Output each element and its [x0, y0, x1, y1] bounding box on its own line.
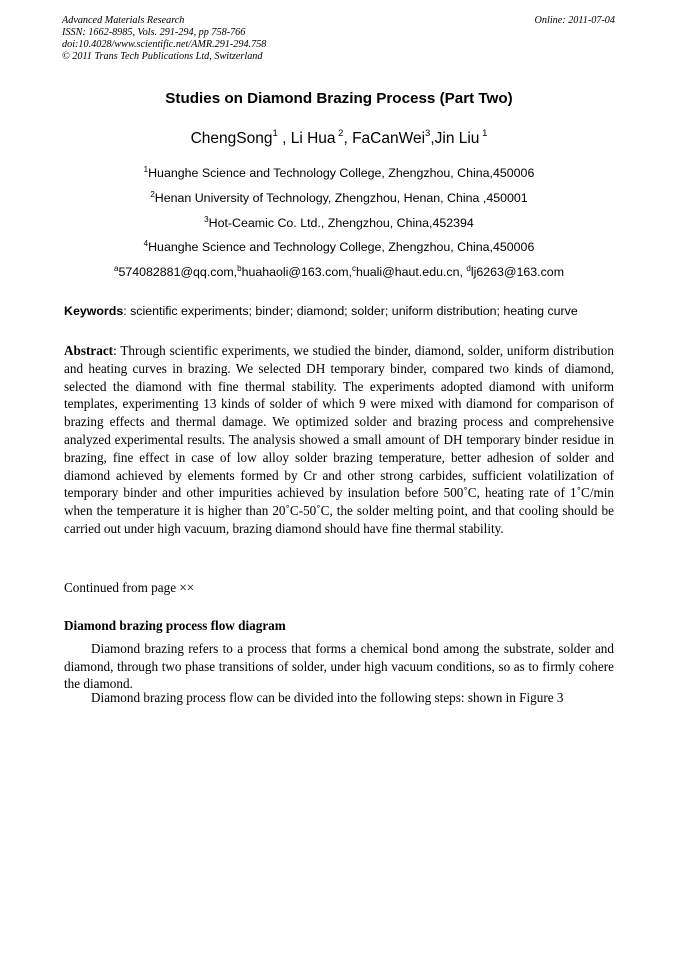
- affiliation-mark: 2: [150, 190, 155, 199]
- author-separator: ,: [277, 130, 291, 147]
- affiliation-4: [0, 240, 678, 254]
- author-list: [0, 130, 678, 148]
- author-affiliation-mark: 3: [425, 128, 431, 139]
- issn-line: ISSN: 1662-8985, Vols. 291-294, pp 758-766: [62, 27, 246, 38]
- author-affiliation-mark: 2: [335, 128, 344, 139]
- paper-title: Studies on Diamond Brazing Process (Part Two): [165, 90, 513, 107]
- author-separator: ,: [430, 130, 435, 147]
- copyright-line: © 2011 Trans Tech Publications Ltd, Switzerland: [62, 51, 263, 62]
- affiliation-text: Henan University of Technology, Zhengzhou, Henan, China ,450001: [154, 191, 528, 205]
- affiliation-text: Huanghe Science and Technology College, Zhengzhou, China,450006: [148, 166, 535, 180]
- keywords: [64, 304, 624, 318]
- affiliation-mark: 4: [143, 239, 149, 248]
- affiliation-2: [0, 191, 678, 205]
- abstract-label: Abstract: [64, 343, 114, 358]
- author-affiliation-mark: 1: [272, 128, 278, 139]
- author-name: ChengSong: [190, 130, 273, 147]
- affiliation-mark: 1: [143, 165, 149, 174]
- email-address[interactable]: huali@haut.edu.cn,: [355, 265, 467, 279]
- affiliation-text: Hot-Ceamic Co. Ltd., Zhengzhou, China,452394: [208, 216, 474, 230]
- affiliation-text: Huanghe Science and Technology College, Zhengzhou, China,450006: [148, 240, 535, 254]
- author-name: Li Hua: [290, 130, 336, 147]
- email-mark: c: [351, 264, 356, 273]
- section-heading: Diamond brazing process flow diagram: [64, 618, 286, 633]
- affiliation-1: [0, 166, 678, 180]
- author-name: Jin Liu: [434, 130, 480, 147]
- keywords-text: : scientific experiments; binder; diamond; solder; uniform distribution; heating curve: [123, 304, 578, 318]
- online-date: Online: 2011-07-04: [534, 15, 615, 26]
- abstract-text: : Through scientific experiments, we studied the binder, diamond, solder, uniform distribution and heating curves in brazing. We selected DH temporary binder, compared two kinds of diamond, selected the diamond with fine thermal stability. The experiments adopted diamond with uniform templates, experimenting 13 kinds of solder of which 9 were mixed with diamond for comparison of brazing effects and thermal damage. We optimized solder and brazing process and comprehensive analyzed experimental results. The analysis showed a small amount of DH temporary binder residue in brazing, fine effect in case of low alloy solder brazing temperature, better adhesion of solder and diamond achieved by elements formed by Cr and other strong carbides, sufficient volatilization of temporary binder and other impurities achieved by insulation before 500˚C, heating rate of 1˚C/min when the temperature it is higher than 20˚C-50˚C, the solder melting point, and that cooling should be carried out under high vacuum, brazing diamond should have fine thermal stability.: [64, 343, 614, 536]
- author-separator: ,: [343, 130, 353, 147]
- email-mark: a: [113, 264, 119, 273]
- keywords-label: Keywords: [64, 304, 124, 318]
- email-list: [0, 265, 678, 279]
- author-name: FaCanWei: [352, 130, 426, 147]
- doi-line: doi:10.4028/www.scientific.net/AMR.291-294.758: [62, 39, 267, 50]
- author-affiliation-mark: 1: [479, 128, 488, 139]
- email-address[interactable]: 574082881@qq.com,: [118, 265, 238, 279]
- email-address[interactable]: huahaoli@163.com,: [241, 265, 352, 279]
- continued-note: Continued from page ××: [64, 580, 195, 595]
- email-address[interactable]: lj6263@163.com: [470, 265, 565, 279]
- affiliation-3: [0, 216, 678, 230]
- body-paragraph: Diamond brazing refers to a process that forms a chemical bond among the substrate, solder and diamond, through two phase transitions of solder, under high vacuum conditions, so as to firmly cohere the diamond.: [64, 641, 614, 692]
- abstract: [64, 342, 614, 538]
- journal-header: [62, 15, 266, 63]
- body-paragraph: Diamond brazing process flow can be divided into the following steps: shown in Figure 3: [91, 690, 564, 705]
- journal-name: Advanced Materials Research: [62, 15, 185, 26]
- email-mark: b: [237, 264, 242, 273]
- affiliation-mark: 3: [204, 215, 209, 224]
- email-mark: d: [466, 264, 471, 273]
